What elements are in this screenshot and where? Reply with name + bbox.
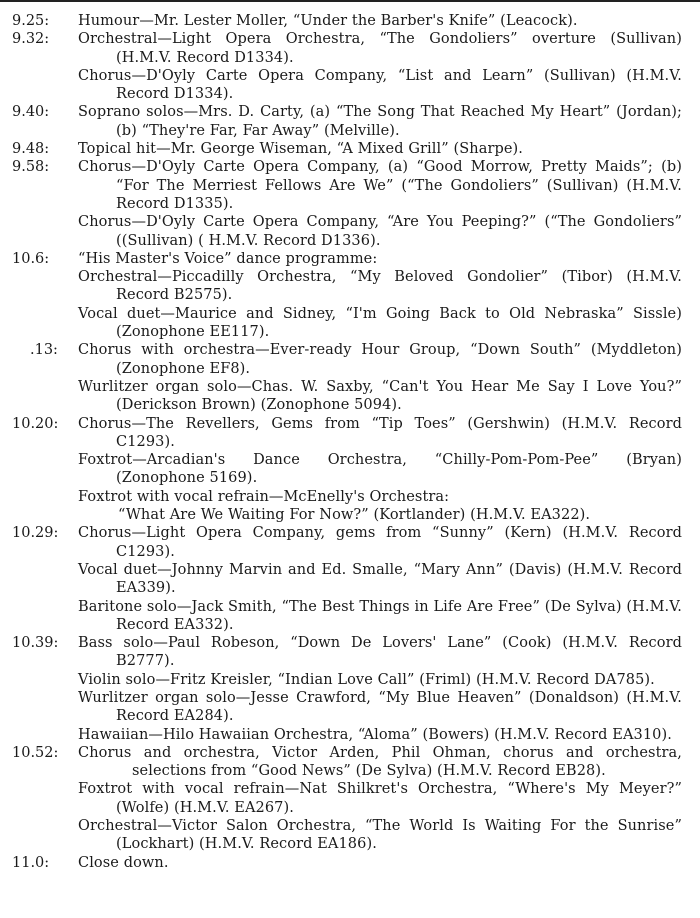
programme-item: Soprano solos—Mrs. D. Carty, (a) “The Song That Reached My Heart” (Jordan); (b) “They're Far, Far Away” (Melville).	[78, 104, 682, 139]
time-label: 10.39:	[12, 635, 59, 652]
programme-item: Chorus—D'Oyly Carte Opera Company, “Are You Peeping?” (“The Gondoliers” ((Sullivan) ( H.M.V. Record D1336).	[78, 214, 682, 249]
programme-item: Topical hit—Mr. George Wiseman, “A Mixed Grill” (Sharpe).	[78, 141, 524, 158]
programme-item: Vocal duet—Johnny Marvin and Ed. Smalle, “Mary Ann” (Davis) (H.M.V. Record EA339).	[78, 561, 682, 597]
programme-item: Chorus—D'Oyly Carte Opera Company, (a) “Good Morrow, Pretty Maids”; (b) “For The Merriest Fellows Are We” (“The Gondoliers” (Sullivan) (H.M.V. Record D1335).	[78, 159, 682, 212]
top-rule	[0, 0, 700, 2]
programme-item: Hawaiian—Hilo Hawaiian Orchestra, “Aloma” (Bowers) (H.M.V. Record EA310).	[78, 726, 672, 743]
time-label: 10.6:	[12, 250, 50, 267]
programme-entry	[0, 341, 700, 414]
programme-item: Humour—Mr. Lester Moller, “Under the Barber's Knife” (Leacock).	[78, 13, 578, 29]
programme-item: Chorus—The Revellers, Gems from “Tip Toes” (Gershwin) (H.M.V. Record C1293).	[78, 415, 682, 450]
time-label: 9.25:	[12, 13, 50, 29]
programme-item: Foxtrot—Arcadian's Dance Orchestra, “Chilly-Pom-Pom-Pee” (Bryan) (Zonophone 5169).	[78, 452, 682, 487]
programme-item: Foxtrot with vocal refrain—Nat Shilkret's Orchestra, “Where's My Meyer?” (Wolfe) (H.M.V. EA267).	[78, 781, 682, 816]
programme-item: Chorus—Light Opera Company, gems from “Sunny” (Kern) (H.M.V. Record C1293).	[78, 525, 682, 560]
programme-item: Wurlitzer organ solo—Chas. W. Saxby, “Can't You Hear Me Say I Love You?” (Derickson Brown) (Zonophone 5094).	[78, 378, 682, 414]
time-label: .13:	[30, 342, 58, 359]
programme-entry	[0, 103, 700, 140]
programme-entry	[0, 158, 700, 249]
time-label: 9.32:	[12, 31, 50, 48]
programme-item: Vocal duet—Maurice and Sidney, “I'm Going Back to Old Nebraska” Sissle) (Zonophone EE117).	[78, 305, 682, 341]
programme-entry	[0, 634, 700, 744]
programme-item-continued: “What Are We Waiting For Now?” (Kortlander) (H.M.V. EA322).	[118, 507, 591, 524]
programme-item: Close down.	[78, 854, 169, 871]
programme-entry	[0, 30, 700, 103]
programme-heading: “His Master's Voice” dance programme:	[78, 250, 378, 267]
programme-entry	[0, 415, 700, 525]
time-label: 9.40:	[12, 104, 50, 121]
programme-item: Orchestral—Light Opera Orchestra, “The Gondoliers” overture (Sullivan) (H.M.V. Record D1334).	[78, 31, 682, 66]
programme-item: Violin solo—Fritz Kreisler, “Indian Love Call” (Friml) (H.M.V. Record DA785).	[78, 671, 655, 688]
programme-item: Orchestral—Victor Salon Orchestra, “The World Is Waiting For the Sunrise” (Lockhart) (H.M.V. Record EA186).	[78, 818, 682, 853]
programme-entry	[0, 12, 700, 30]
programme-entry	[0, 524, 700, 634]
programme-entry	[0, 140, 700, 158]
time-label: 10.20:	[12, 415, 59, 432]
programme-entry	[0, 250, 700, 341]
programme-entry	[0, 854, 700, 872]
programme-item: Orchestral—Piccadilly Orchestra, “My Beloved Gondolier” (Tibor) (H.M.V. Record B2575).	[78, 269, 682, 304]
time-label: 9.58:	[12, 159, 50, 176]
time-label: 11.0:	[12, 854, 50, 871]
programme-item: Foxtrot with vocal refrain—McEnelly's Orchestra:	[78, 488, 450, 505]
programme-item: Baritone solo—Jack Smith, “The Best Things in Life Are Free” (De Sylva) (H.M.V. Record EA332).	[78, 598, 682, 633]
programme-item: Chorus—D'Oyly Carte Opera Company, “List and Learn” (Sullivan) (H.M.V. Record D1334).	[78, 67, 682, 103]
programme-listing	[0, 12, 700, 872]
time-label: 9.48:	[12, 141, 50, 158]
programme-item: Wurlitzer organ solo—Jesse Crawford, “My Blue Heaven” (Donaldson) (H.M.V. Record EA284).	[78, 689, 682, 725]
time-label: 10.29:	[12, 525, 59, 542]
programme-entry	[0, 744, 700, 854]
programme-item: Chorus and orchestra, Victor Arden, Phil Ohman, chorus and orchestra, selections from “Good News” (De Sylva) (H.M.V. Record EB28).	[78, 744, 682, 780]
programme-item: Bass solo—Paul Robeson, “Down De Lovers' Lane” (Cook) (H.M.V. Record B2777).	[78, 635, 682, 670]
time-label: 10.52:	[12, 744, 59, 761]
programme-item: Chorus with orchestra—Ever-ready Hour Group, “Down South” (Myddleton) (Zonophone EF8).	[78, 342, 682, 377]
